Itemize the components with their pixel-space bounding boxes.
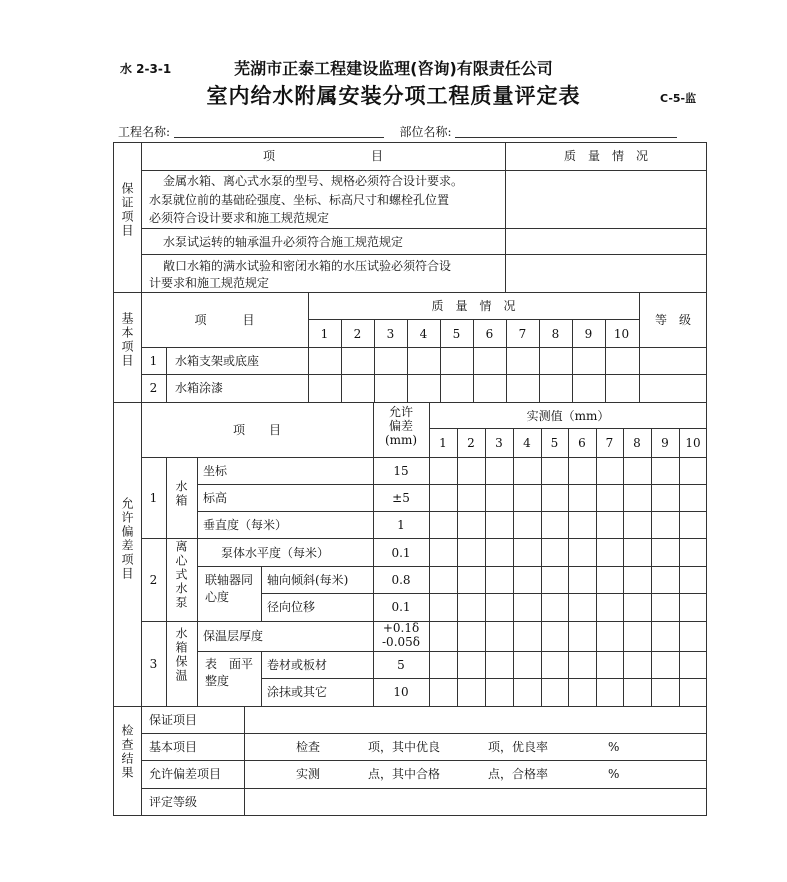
deviation-row-5-name: 轴向倾斜(每米) [267, 573, 349, 587]
deviation-row-1-name: 坐标 [203, 464, 228, 478]
deviation-number-8: 8 [633, 436, 641, 450]
result-deviation-label: 允许偏差项目 [149, 767, 222, 781]
company-name: 芜湖市正泰工程建设监理(咨询)有限责任公司 [234, 59, 553, 78]
deviation-row-2-name: 标高 [203, 491, 228, 505]
deviation-number-6: 6 [578, 436, 586, 450]
result-guarantee-label: 保证项目 [149, 713, 198, 727]
guarantee-quality-header: 质 量 情 况 [563, 149, 648, 163]
form-title: 室内给水附属安装分项工程质量评定表 [206, 83, 581, 108]
deviation-item-header: 项 目 [232, 423, 281, 437]
deviation-row-6-name: 径向位移 [267, 600, 316, 614]
tolerance-row-4: 0.1 [391, 546, 411, 560]
deviation-group-2-number: 2 [149, 573, 158, 587]
deviation-number-9: 9 [661, 436, 669, 450]
basic-number-4: 4 [419, 327, 428, 341]
part-name-field[interactable] [455, 125, 677, 138]
basic-number-2: 2 [353, 327, 362, 341]
result-basic-label: 基本项目 [149, 740, 198, 754]
deviation-group-3-label: 水箱保温 [174, 627, 188, 683]
basic-section-label: 基本项目 [120, 312, 134, 368]
deviation-group-3-sublabel: 表 面平整度 [205, 657, 254, 688]
basic-item-header: 项 目 [194, 313, 255, 327]
deviation-row-4-name: 泵体水平度（每米） [221, 546, 330, 560]
guarantee-item-2: 水泵试运转的轴承温升必须符合施工规范规定 [163, 235, 404, 249]
deviation-number-3: 3 [495, 436, 503, 450]
tolerance-header-text: 允许偏差 [388, 405, 413, 433]
deviation-group-2-sublabel: 联轴器同心度 [205, 573, 254, 604]
tolerance-row-5: 0.8 [391, 573, 411, 587]
basic-number-9: 9 [584, 327, 593, 341]
basic-number-7: 7 [518, 327, 527, 341]
result-deviation-text: 实测 点，其中合格 点，合格率 % [296, 767, 620, 781]
tolerance-row-3: 1 [397, 518, 405, 532]
basic-row-1-number: 1 [149, 354, 158, 368]
basic-number-10: 10 [613, 327, 630, 341]
form-number: 水 2-3-1 [120, 62, 172, 76]
deviation-number-1: 1 [439, 436, 447, 450]
basic-row-2-name: 水箱涂漆 [175, 381, 224, 395]
deviation-group-2-label: 离心式水泵 [174, 540, 188, 610]
deviation-number-4: 4 [523, 436, 531, 450]
deviation-group-3-number: 3 [149, 657, 158, 671]
basic-row-2-number: 2 [149, 381, 158, 395]
deviation-group-1-label: 水箱 [174, 480, 188, 508]
deviation-section-label: 允许偏差项目 [120, 497, 134, 581]
tolerance-row-7 [373, 621, 429, 649]
project-name-label: 工程名称: [118, 125, 171, 139]
tolerance-header-unit: (mm) [384, 433, 418, 447]
deviation-number-2: 2 [467, 436, 475, 450]
basic-number-6: 6 [485, 327, 494, 341]
deviation-tolerance-header [373, 405, 429, 447]
tolerance-row-2: ±5 [392, 491, 410, 505]
header-fields [118, 123, 677, 140]
guarantee-item-3-line1: 敞口水箱的满水试验和密闭水箱的水压试验必须符合设 [163, 259, 452, 273]
deviation-number-10: 10 [685, 436, 701, 450]
tolerance-row-7-upper: +0.1δ [382, 621, 420, 635]
basic-grade-header: 等 级 [654, 313, 691, 327]
basic-row-1-name: 水箱支架或底座 [175, 354, 260, 368]
deviation-measured-header: 实测值（mm） [526, 409, 610, 423]
deviation-row-9-name: 涂抹或其它 [267, 685, 328, 699]
basic-number-5: 5 [452, 327, 461, 341]
part-name-label: 部位名称: [399, 125, 452, 139]
deviation-row-3-name: 垂直度（每米） [203, 518, 288, 532]
tolerance-row-9: 10 [393, 685, 409, 699]
result-section-label: 检查结果 [120, 724, 134, 780]
guarantee-item-1-line1: 金属水箱、离心式水泵的型号、规格必须符合设计要求。 [163, 174, 464, 188]
guarantee-item-3-line2: 计要求和施工规范规定 [149, 276, 270, 290]
basic-number-8: 8 [551, 327, 560, 341]
deviation-number-7: 7 [605, 436, 614, 450]
tolerance-row-8: 5 [397, 658, 405, 672]
result-basic-text: 检查 项，其中优良 项，优良率 % [296, 740, 620, 754]
project-name-field[interactable] [174, 125, 384, 138]
guarantee-item-1-line2: 水泵就位前的基础砼强度、坐标、标高尺寸和螺栓孔位置 [149, 193, 450, 207]
tolerance-row-7-lower: -0.05δ [382, 635, 420, 649]
tolerance-row-1: 15 [393, 464, 409, 478]
quality-table [113, 142, 707, 816]
basic-number-1: 1 [320, 327, 329, 341]
deviation-row-7-name: 保温层厚度 [203, 629, 264, 643]
guarantee-section-label: 保证项目 [120, 182, 134, 238]
guarantee-item-header: 项 目 [262, 149, 383, 163]
guarantee-item-1-line3: 必须符合设计要求和施工规范规定 [149, 211, 330, 225]
deviation-row-8-name: 卷材或板材 [267, 658, 328, 672]
basic-number-3: 3 [386, 327, 395, 341]
form-code: C-5-监 [660, 92, 697, 105]
deviation-group-1-number: 1 [149, 491, 158, 505]
deviation-number-5: 5 [550, 436, 559, 450]
result-grade-label: 评定等级 [149, 795, 198, 809]
tolerance-row-6: 0.1 [391, 600, 411, 614]
basic-quality-header: 质 量 情 况 [431, 299, 516, 313]
